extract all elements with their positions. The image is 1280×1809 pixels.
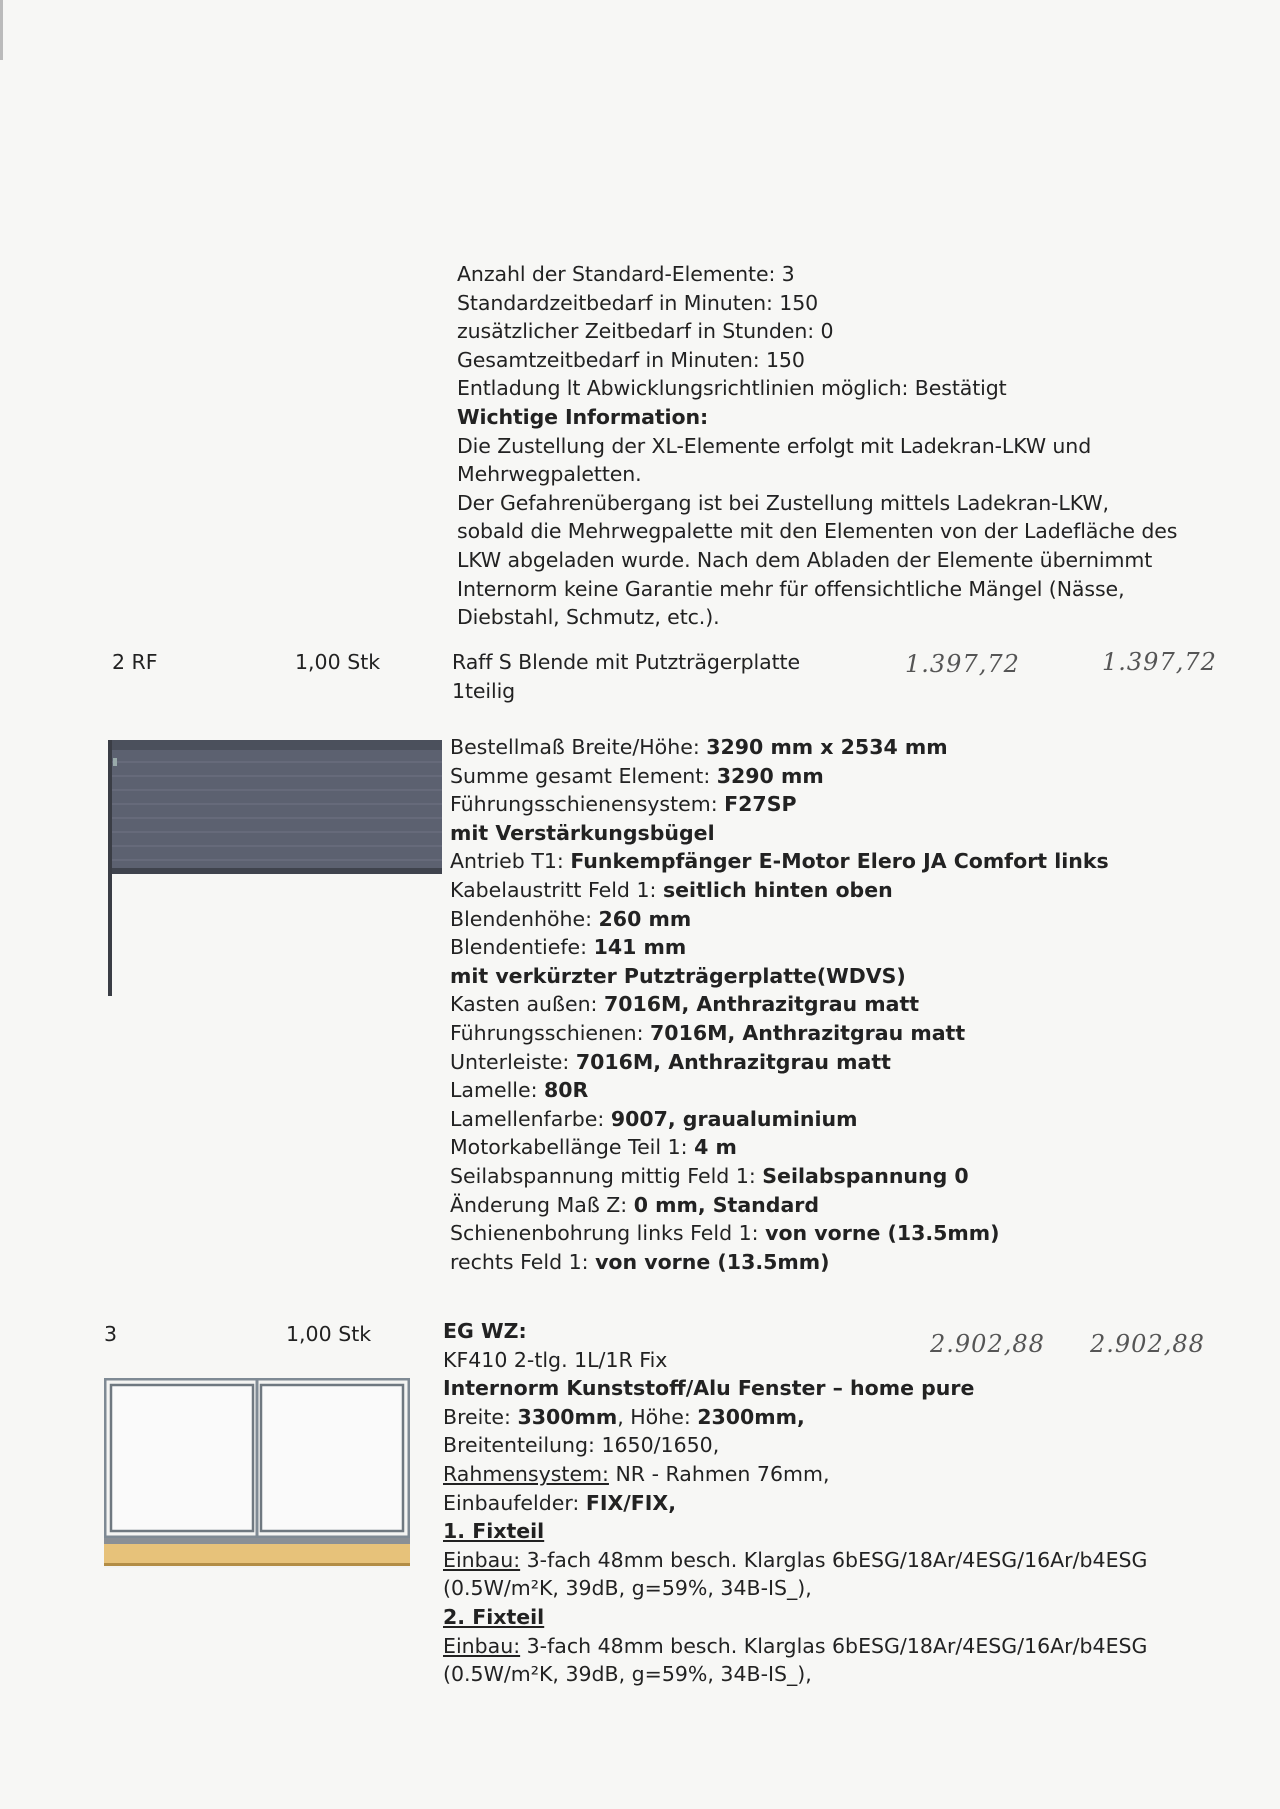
info-line: LKW abgeladen wurde. Nach dem Abladen der Elemente übernimmt xyxy=(457,547,1153,572)
info-line: Diebstahl, Schmutz, etc.). xyxy=(457,605,720,630)
item3-dimensions: Breite: 3300mm, Höhe: 2300mm, xyxy=(443,1404,805,1429)
delivery-line: Anzahl der Standard-Elemente: 3 xyxy=(457,262,795,286)
spec-line: mit Verstärkungsbügel xyxy=(450,820,715,845)
spec-line: Kasten außen: 7016M, Anthrazitgrau matt xyxy=(450,992,920,1017)
spec-line: Blendentiefe: 141 mm xyxy=(450,935,687,960)
item3-division: Breitenteilung: 1650/1650, xyxy=(443,1433,720,1458)
item2-qty-value: 1,00 xyxy=(295,650,341,674)
scan-edge xyxy=(0,0,3,60)
blind-drawing xyxy=(106,740,442,996)
info-line: Internorm keine Garantie mehr für offensichtliche Mängel (Nässe, xyxy=(457,576,1125,601)
item2-position: 2 RF xyxy=(112,650,158,674)
spec-line: mit verkürzter Putzträgerplatte(WDVS) xyxy=(450,963,906,988)
item2-unit: Stk xyxy=(347,650,381,674)
item2-title: Raff S Blende mit Putzträgerplatte xyxy=(452,650,800,674)
part-einbau-values: (0.5W/m²K, 39dB, g=59%, 34B-IS_), xyxy=(443,1662,812,1687)
info-line: sobald die Mehrwegpalette mit den Elementen von der Ladefläche des xyxy=(457,519,1178,544)
item3-frame: Rahmensystem: NR - Rahmen 76mm, xyxy=(443,1461,830,1486)
item2-specs xyxy=(450,733,1109,1276)
delivery-info xyxy=(457,260,1177,632)
spec-line: Schienenbohrung links Feld 1: von vorne (13.5mm) xyxy=(450,1221,1000,1246)
delivery-line: zusätzlicher Zeitbedarf in Stunden: 0 xyxy=(457,319,834,344)
item3-price-unit-handwritten: 2.902,88 xyxy=(930,1330,1045,1358)
part-einbau: Einbau: 3-fach 48mm besch. Klarglas 6bESG/18Ar/4ESG/16Ar/b4ESG xyxy=(443,1547,1148,1572)
delivery-line: Standardzeitbedarf in Minuten: 150 xyxy=(457,290,819,315)
item3-fields: Einbaufelder: FIX/FIX, xyxy=(443,1490,677,1515)
item3-price-total-handwritten: 2.902,88 xyxy=(1090,1330,1205,1358)
window-drawing xyxy=(104,1378,410,1568)
spec-line: Antrieb T1: Funkempfänger E-Motor Elero JA Comfort links xyxy=(450,849,1109,874)
spec-line: Führungsschienen: 7016M, Anthrazitgrau matt xyxy=(450,1020,966,1045)
info-line: Der Gefahrenübergang ist bei Zustellung mittels Ladekran-LKW, xyxy=(457,490,1109,515)
info-line: Mehrwegpaletten. xyxy=(457,462,642,487)
spec-line: Führungsschienensystem: F27SP xyxy=(450,792,797,817)
spec-line: Lamellenfarbe: 9007, graualuminium xyxy=(450,1106,858,1131)
part-heading: 2. Fixteil xyxy=(443,1604,545,1629)
spec-line: Seilabspannung mittig Feld 1: Seilabspannung 0 xyxy=(450,1163,969,1188)
info-heading: Wichtige Information: xyxy=(457,404,709,429)
part-heading: 1. Fixteil xyxy=(443,1519,545,1544)
item3-quantity xyxy=(286,1320,371,1348)
spec-line: Unterleiste: 7016M, Anthrazitgrau matt xyxy=(450,1049,891,1074)
item3-position: 3 xyxy=(104,1322,118,1346)
part-einbau-values: (0.5W/m²K, 39dB, g=59%, 34B-IS_), xyxy=(443,1576,812,1601)
item3-qty-value: 1,00 xyxy=(286,1322,332,1346)
item2-title-block xyxy=(452,648,800,705)
info-line: Die Zustellung der XL-Elemente erfolgt mit Ladekran-LKW und xyxy=(457,433,1092,458)
item3-title: EG WZ: xyxy=(443,1319,527,1343)
item3-unit: Stk xyxy=(338,1322,372,1346)
part-einbau: Einbau: 3-fach 48mm besch. Klarglas 6bESG/18Ar/4ESG/16Ar/b4ESG xyxy=(443,1633,1148,1658)
item3-specs xyxy=(443,1317,1147,1689)
delivery-line: Gesamtzeitbedarf in Minuten: 150 xyxy=(457,347,805,372)
spec-line: Lamelle: 80R xyxy=(450,1078,589,1103)
spec-line: Blendenhöhe: 260 mm xyxy=(450,906,692,931)
item2-subtitle: 1teilig xyxy=(452,678,516,703)
spec-line: Bestellmaß Breite/Höhe: 3290 mm x 2534 mm xyxy=(450,735,948,759)
item3-product: Internorm Kunststoff/Alu Fenster – home pure xyxy=(443,1376,975,1401)
delivery-line: Entladung lt Abwicklungsrichtlinien möglich: Bestätigt xyxy=(457,376,1007,401)
spec-line: Motorkabellänge Teil 1: 4 m xyxy=(450,1135,737,1160)
spec-line: Kabelaustritt Feld 1: seitlich hinten oben xyxy=(450,877,893,902)
spec-line: Summe gesamt Element: 3290 mm xyxy=(450,763,824,788)
item2-price-unit-handwritten: 1.397,72 xyxy=(905,650,1020,678)
spec-line: Änderung Maß Z: 0 mm, Standard xyxy=(450,1192,820,1217)
item2-quantity xyxy=(295,648,380,676)
item3-type-line: KF410 2-tlg. 1L/1R Fix xyxy=(443,1347,668,1372)
spec-line: rechts Feld 1: von vorne (13.5mm) xyxy=(450,1249,830,1274)
item2-price-total-handwritten: 1.397,72 xyxy=(1102,648,1217,676)
